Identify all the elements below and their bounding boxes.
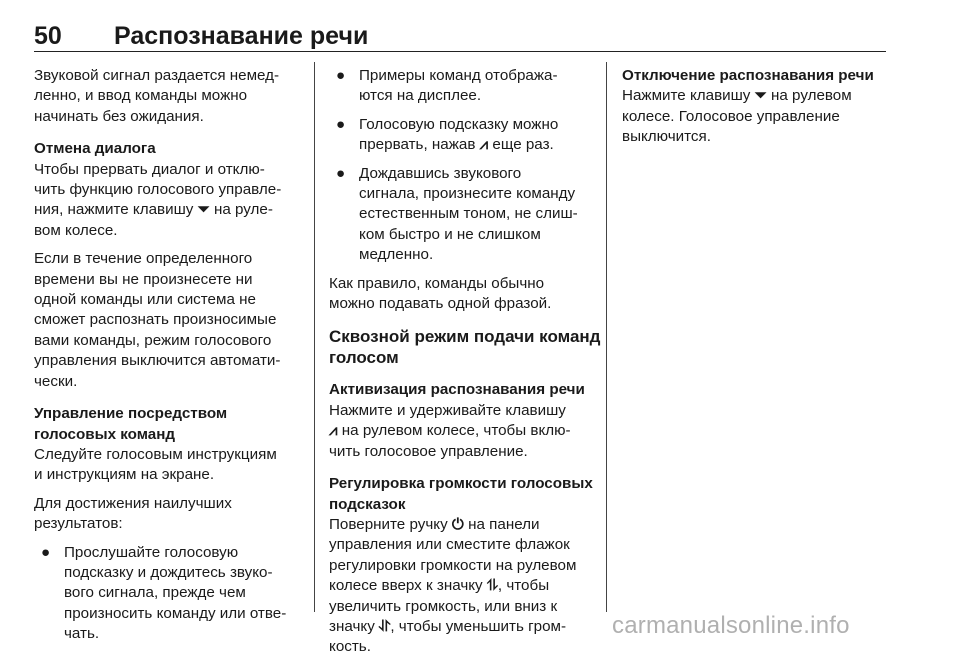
text-line: ния, нажмите клавишу ⏷ на руле- (34, 200, 298, 220)
section-heading-voice-control: Управление посредством (34, 405, 228, 423)
text-line: управления или сместите флажок (329, 536, 570, 554)
list-item: ● Примеры команд отобража- ются на дисплее. (336, 67, 558, 105)
voice-icon: ⩘ (479, 136, 489, 154)
text-line: чить голосовое управление. (329, 442, 528, 460)
text-line: Для достижения наилучших (34, 494, 232, 512)
text-line: чески. (34, 372, 78, 390)
bullet-icon: ● (336, 164, 346, 182)
text-line: увеличить громкость, или вниз к (329, 597, 558, 615)
text-line: Нажмите и удерживайте клавишу (329, 401, 566, 419)
page-title: Распознавание речи (114, 22, 369, 50)
watermark: carmanualsonline.info (612, 612, 850, 639)
phone-icon: ⏷ (754, 87, 767, 105)
text-line: чить функцию голосового управле- (34, 181, 282, 199)
text-line: вом колесе. (34, 221, 118, 239)
column-2 (329, 66, 601, 658)
text-line: Поверните ручку ⏻ на панели (329, 515, 595, 535)
header-rule (34, 51, 886, 52)
text-line: кость. (329, 638, 371, 656)
text-line: вами команды, режим голосового (34, 331, 272, 349)
text-line: можно подавать одной фразой. (329, 295, 552, 313)
column-1 (34, 66, 298, 645)
text-line: регулировки громкости на рулевом (329, 556, 577, 574)
text-line: сможет распознать произносимые (34, 311, 277, 329)
text-line: результатов: (34, 515, 123, 533)
text-line: начинать без ожидания. (34, 107, 204, 125)
bullet-icon: ● (41, 543, 51, 561)
text-line: времени вы не произнесете ни (34, 270, 253, 288)
text-line: Как правило, команды обычно (329, 274, 545, 292)
text-line: и инструкциям на экране. (34, 466, 215, 484)
page-header (34, 22, 886, 52)
text-line: управления выключится автомати- (34, 352, 281, 370)
volume-down-icon: ⥯ (379, 617, 391, 635)
text-line: Чтобы прервать диалог и отклю- (34, 160, 265, 178)
text-line: колесе. Голосовое управление (622, 107, 840, 125)
section-heading-activation: Активизация распознавания речи (329, 381, 585, 399)
column-divider-1 (314, 62, 315, 612)
section-heading-volume: подсказок (329, 495, 406, 513)
section-heading-passthrough: Сквозной режим подачи команд (329, 327, 601, 347)
text-line: Следуйте голосовым инструкциям (34, 445, 277, 463)
section-heading-voice-control: голосовых команд (34, 425, 176, 443)
text-line: значку ⥯, чтобы уменьшить гром- (329, 617, 595, 637)
section-heading-passthrough: голосом (329, 348, 399, 368)
volume-up-icon: ⥮ (486, 577, 498, 595)
bullet-icon: ● (336, 115, 346, 133)
text-line: Если в течение определенного (34, 250, 253, 268)
text-line: ⩘ на рулевом колесе, чтобы вклю- (329, 421, 595, 441)
column-divider-2 (606, 62, 607, 612)
text-line: колесе вверх к значку ⥮, чтобы (329, 576, 595, 596)
text-line: выключится. (622, 128, 711, 146)
text-line: одной команды или система не (34, 291, 256, 309)
list-item: ● Голосовую подсказку можно прервать, нажав ⩘ еще раз. (329, 115, 595, 156)
column-3 (622, 66, 888, 148)
list-item: ● Прослушайте голосовую подсказку и дождитесь звуко- вого сигнала, прежде чем произносить команду или отве- чать. (41, 543, 287, 643)
section-heading-cancel: Отмена диалога (34, 140, 156, 158)
knob-icon: ⏻ (451, 515, 464, 533)
section-heading-disable: Отключение распознавания речи (622, 67, 874, 84)
text-line: ленно, и ввод команды можно (34, 87, 248, 105)
list-item: ● Дождавшись звукового сигнала, произнесите команду естественным тоном, не слиш- ком быстро и не слишком медленно. (336, 164, 578, 264)
phone-icon: ⏷ (197, 201, 210, 219)
section-heading-volume: Регулировка громкости голосовых (329, 475, 593, 493)
text-line: Звуковой сигнал раздается немед- (34, 67, 280, 84)
page-number: 50 (34, 22, 62, 50)
voice-icon: ⩘ (329, 422, 338, 440)
text-line: Нажмите клавишу ⏷ на рулевом (622, 86, 888, 106)
bullet-icon: ● (336, 67, 346, 84)
